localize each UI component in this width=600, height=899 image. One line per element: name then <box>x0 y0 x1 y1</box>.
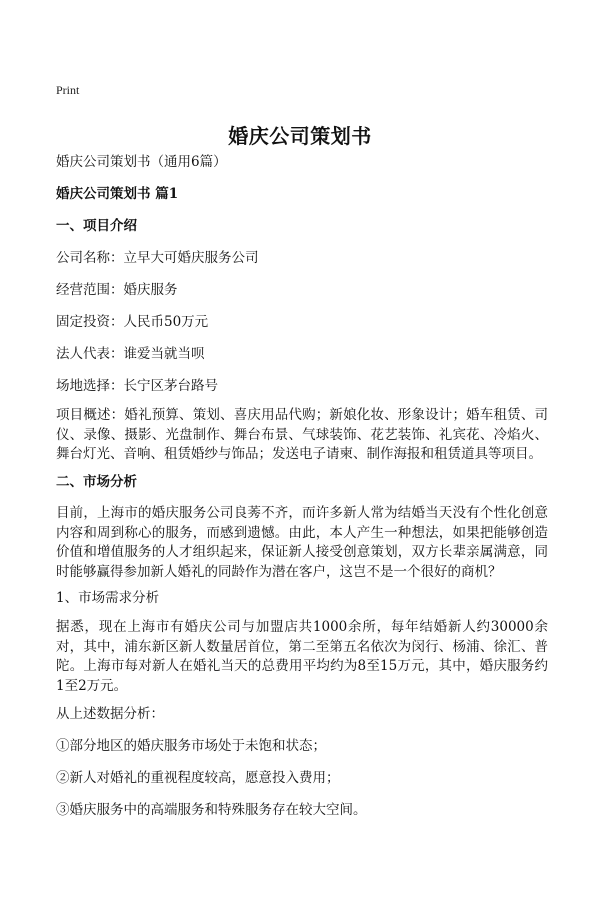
section-heading-project-intro: 一、项目介绍 <box>56 218 137 234</box>
company-name-line: 公司名称：立早大可婚庆服务公司 <box>56 250 259 266</box>
fixed-investment-line: 固定投资：人民币50万元 <box>56 314 209 330</box>
market-demand-heading: 1、市场需求分析 <box>56 590 160 606</box>
analysis-point-1: ①部分地区的婚庆服务市场处于未饱和状态； <box>56 738 326 754</box>
document-subtitle: 婚庆公司策划书（通用6篇） <box>56 154 227 170</box>
project-overview-paragraph: 项目概述：婚礼预算、策划、喜庆用品代购；新娘化妆、形象设计；婚车租赁、司仪、录像、摄影、光盘制作、舞台布景、气球装饰、花艺装饰、礼宾花、冷焰火、舞台灯光、音响、租赁婚纱与饰品；发送电子请柬、制作海报和租赁道具等项目。 <box>56 407 548 462</box>
document-title: 婚庆公司策划书 <box>228 124 372 148</box>
market-demand-paragraph: 据悉，现在上海市有婚庆公司与加盟店共1000余所，每年结婚新人约30000余对，其中，浦东新区新人数量居首位，第二至第五名依次为闵行、杨浦、徐汇、普陀。上海市每对新人在婚礼当天的总费用平均约为8至15万元，其中，婚庆服务约1至2万元。 <box>56 619 548 694</box>
print-link[interactable]: Print <box>56 83 80 97</box>
site-selection-line: 场地选择：长宁区茅台路号 <box>56 378 218 394</box>
business-scope-line: 经营范围：婚庆服务 <box>56 282 178 298</box>
chapter-heading: 婚庆公司策划书 篇1 <box>56 186 179 202</box>
analysis-point-2: ②新人对婚礼的重视程度较高，愿意投入费用； <box>56 770 340 786</box>
analysis-point-3: ③婚庆服务中的高端服务和特殊服务存在较大空间。 <box>56 802 367 818</box>
legal-representative-line: 法人代表：谁爱当就当呗 <box>56 346 205 362</box>
section-heading-market-analysis: 二、市场分析 <box>56 474 137 490</box>
data-analysis-heading: 从上述数据分析： <box>56 706 164 722</box>
market-intro-paragraph: 目前，上海市的婚庆服务公司良莠不齐，而许多新人常为结婚当天没有个性化创意内容和周到称心的服务，而感到遗憾。由此，本人产生一种想法，如果把能够创造价值和增值服务的人才组织起来，保证新人接受创意策划，双方长辈亲属满意，同时能够赢得参加新人婚礼的同龄作为潜在客户，这岂不是一个很好的商机？ <box>56 505 548 580</box>
